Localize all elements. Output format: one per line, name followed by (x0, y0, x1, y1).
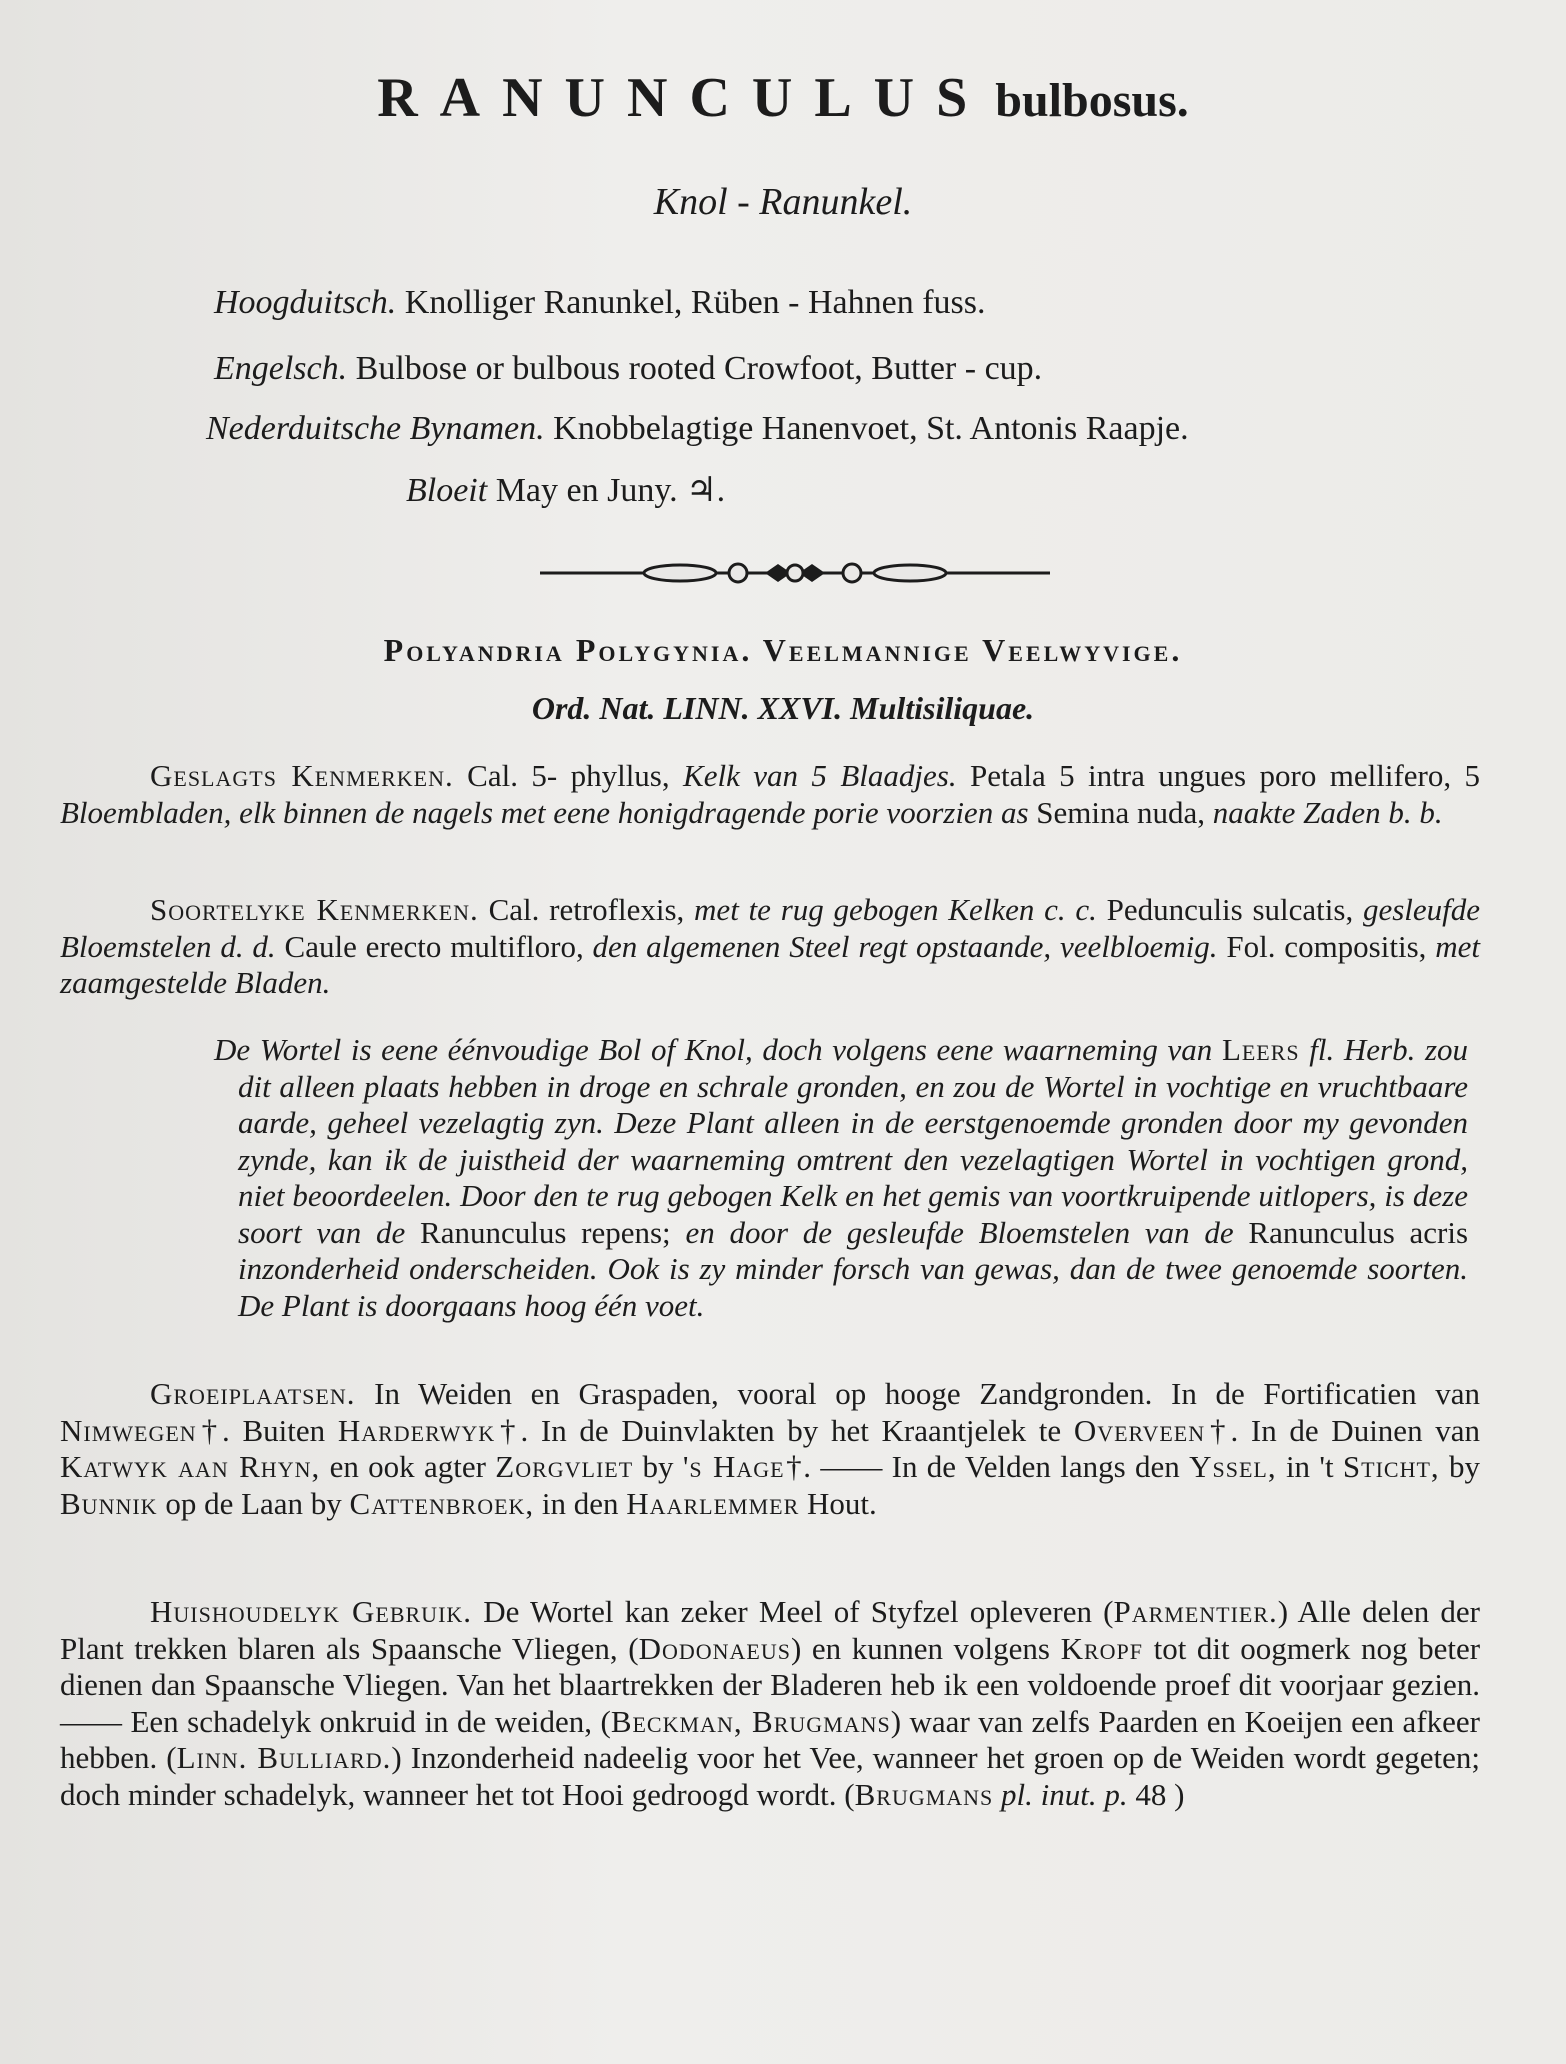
latin-text: Fol. compositis, (1226, 928, 1427, 964)
author-name: Brugmans (854, 1776, 994, 1812)
latin-text: Pedunculis sulcatis, (1106, 892, 1354, 927)
place-name: Nimwegen (60, 1412, 197, 1448)
dutch-text: den algemenen Steel regt opstaande, veelbloemig. (592, 928, 1218, 964)
habitat-text: †. In de Duinen van (1205, 1412, 1481, 1448)
dutch-text: met zaamgestelde Bladen. (60, 928, 1481, 1000)
dutch-text: Kelk van 5 Blaadjes. (683, 758, 957, 793)
genus-name: RANUNCULUS (377, 67, 990, 129)
synonym-text: Bulbose or bulbous rooted Crowfoot, Butter - cup. (355, 350, 1043, 387)
habitat-text: †. In de Duinvlakten by het Kraantjelek te (495, 1412, 1062, 1448)
page-title (0, 66, 1566, 130)
section-heading: Geslagts Kenmerken. (150, 758, 454, 793)
species-reference: Ranunculus repens; (420, 1214, 671, 1250)
dutch-text: naakte Zaden b. b. (1212, 794, 1443, 830)
author-name: Leers (1221, 1032, 1300, 1067)
habitat-paragraph (60, 1376, 1480, 1522)
author-name: Parmentier. (1113, 1594, 1278, 1629)
place-name: 's Hage (682, 1449, 785, 1484)
synonym-dutch (206, 410, 1189, 448)
section-heading: Groeiplaatsen. (150, 1376, 356, 1411)
place-name: Yssel, (1189, 1449, 1277, 1484)
use-text: ) en kunnen volgens (790, 1630, 1050, 1666)
author-name: Linn. Bulliard. (176, 1740, 392, 1775)
place-name: Katwyk aan Rhyn, (60, 1449, 321, 1484)
classification-line: Polyandria Polygynia. Veelmannige Veelwyvige. (383, 632, 1183, 668)
habitat-text: en ook agter (329, 1449, 486, 1484)
synonym-label: Nederduitsche Bynamen. (206, 410, 545, 447)
synonym-label: Hoogduitsch. (214, 284, 397, 321)
place-name: Overveen (1073, 1412, 1206, 1448)
synonym-text: May en Juny. ♃. (495, 472, 726, 509)
latin-text: Petala 5 intra ungues poro mellifero, 5 (970, 758, 1481, 793)
habitat-text: by (642, 1449, 674, 1484)
habitat-text: op de Laan by (165, 1485, 342, 1521)
place-name: Zorgvliet (495, 1449, 634, 1484)
page-reference: 48 ) (1135, 1776, 1185, 1812)
place-name: Sticht, (1342, 1449, 1440, 1484)
synonym-text: Knobbelagtige Hanenvoet, St. Antonis Raapje. (553, 410, 1189, 447)
author-name: Kropf (1060, 1630, 1143, 1666)
description-text: De Wortel is eene éénvoudige Bol of Knol, doch volgens eene waarneming van (214, 1032, 1213, 1067)
genus-characteristics (60, 758, 1480, 831)
dutch-text: Bloembladen, elk binnen de nagels met eene honigdragende porie voorzien as (60, 794, 1029, 830)
synonym-english (214, 350, 1042, 388)
species-reference: Ranunculus acris (1248, 1214, 1469, 1250)
description-text: en door de gesleufde Bloemstelen van de (685, 1214, 1234, 1250)
habitat-text: by (1449, 1449, 1480, 1484)
use-text: ) waar van zelfs Paarden en Koeijen een afkeer hebben. ( (60, 1703, 1480, 1775)
place-name: Harderwyk (337, 1412, 496, 1448)
latin-text: Semina nuda, (1036, 794, 1206, 830)
habitat-text: in 't (1285, 1449, 1334, 1484)
species-characteristics (60, 892, 1480, 1002)
flowering-time (406, 470, 725, 510)
use-text: ) Alle delen der Plant trekken blaren als Spaansche Vliegen, ( (60, 1594, 1480, 1666)
habitat-text: Hout. (807, 1485, 877, 1521)
root-description (214, 1032, 1469, 1324)
place-name: Cattenbroek, (349, 1485, 535, 1521)
species-name: bulbosus. (995, 74, 1189, 127)
household-use-paragraph (60, 1594, 1480, 1813)
place-name: Haarlemmer (626, 1485, 800, 1521)
author-name: Beckman, Brugmans (610, 1703, 891, 1739)
section-heading: Huishoudelyk Gebruik. (150, 1594, 473, 1629)
habitat-text: †. Buiten (196, 1412, 326, 1448)
synonym-german (214, 284, 986, 322)
latin-text: Cal. 5- phyllus, (467, 758, 670, 793)
dutch-text: met te rug gebogen Kelken c. c. (694, 892, 1097, 927)
synonym-label: Engelsch. (214, 350, 348, 387)
citation-text: pl. inut. p. (1001, 1776, 1128, 1812)
dutch-name: Knol - Ranunkel. (653, 181, 913, 223)
synonym-label: Bloeit (406, 472, 488, 509)
habitat-text: †. —— In de Velden langs den (784, 1449, 1180, 1484)
section-heading: Soortelyke Kenmerken. (150, 892, 479, 927)
description-text: fl. Herb. zou dit alleen plaats hebben in droge en schrale gronden, en zou de Wortel in vochtige en vruchtbaare aarde, geheel vezelagtig zyn. Deze Plant alleen in de eerstgenoemde gronden door my gevonden zynde, kan ik de juistheid der waarneming omtrent den vezelagtigen Wortel in vochtigen grond, niet beoordeelen. Door den te rug gebogen Kelk en het gemis van voortkruipende uitlopers, is deze soort van de (238, 1032, 1469, 1250)
habitat-text: In Weiden en Graspaden, vooral op hooge Zandgronden. In de Fortificatien van (374, 1376, 1481, 1411)
latin-text: Cal. retroflexis, (488, 892, 685, 927)
natural-order-line: Ord. Nat. LINN. XXVI. Multisiliquae. (531, 690, 1035, 726)
author-name: Dodonaeus (638, 1630, 791, 1666)
latin-text: Caule erecto multifloro, (284, 928, 584, 964)
use-text: ) Inzonderheid nadeelig voor het Vee, wanneer het groen op de Weiden wordt gegeten; doch minder schadelyk, wanneer het tot Hooi gedroogd wordt. ( (60, 1740, 1480, 1812)
description-text: inzonderheid onderscheiden. Ook is zy minder forsch van gewas, dan de twee genoemde soorten. De Plant is doorgaans hoog één voet. (238, 1251, 1468, 1323)
ornament-divider (540, 558, 1050, 588)
use-text: tot dit oogmerk nog beter dienen dan Spaansche Vliegen. Van het blaartrekken der Bladeren heb ik een voldoende proef dit voorjaar gezien. —— Een schadelyk onkruid in de weiden, ( (60, 1630, 1481, 1739)
habitat-text: in den (541, 1485, 619, 1521)
synonym-text: Knolliger Ranunkel, Rüben - Hahnen fuss. (404, 284, 986, 321)
place-name: Bunnik (60, 1485, 158, 1521)
dutch-text: gesleufde Bloemstelen d. d. (60, 892, 1481, 964)
use-text: De Wortel kan zeker Meel of Styfzel opleveren ( (483, 1594, 1114, 1629)
